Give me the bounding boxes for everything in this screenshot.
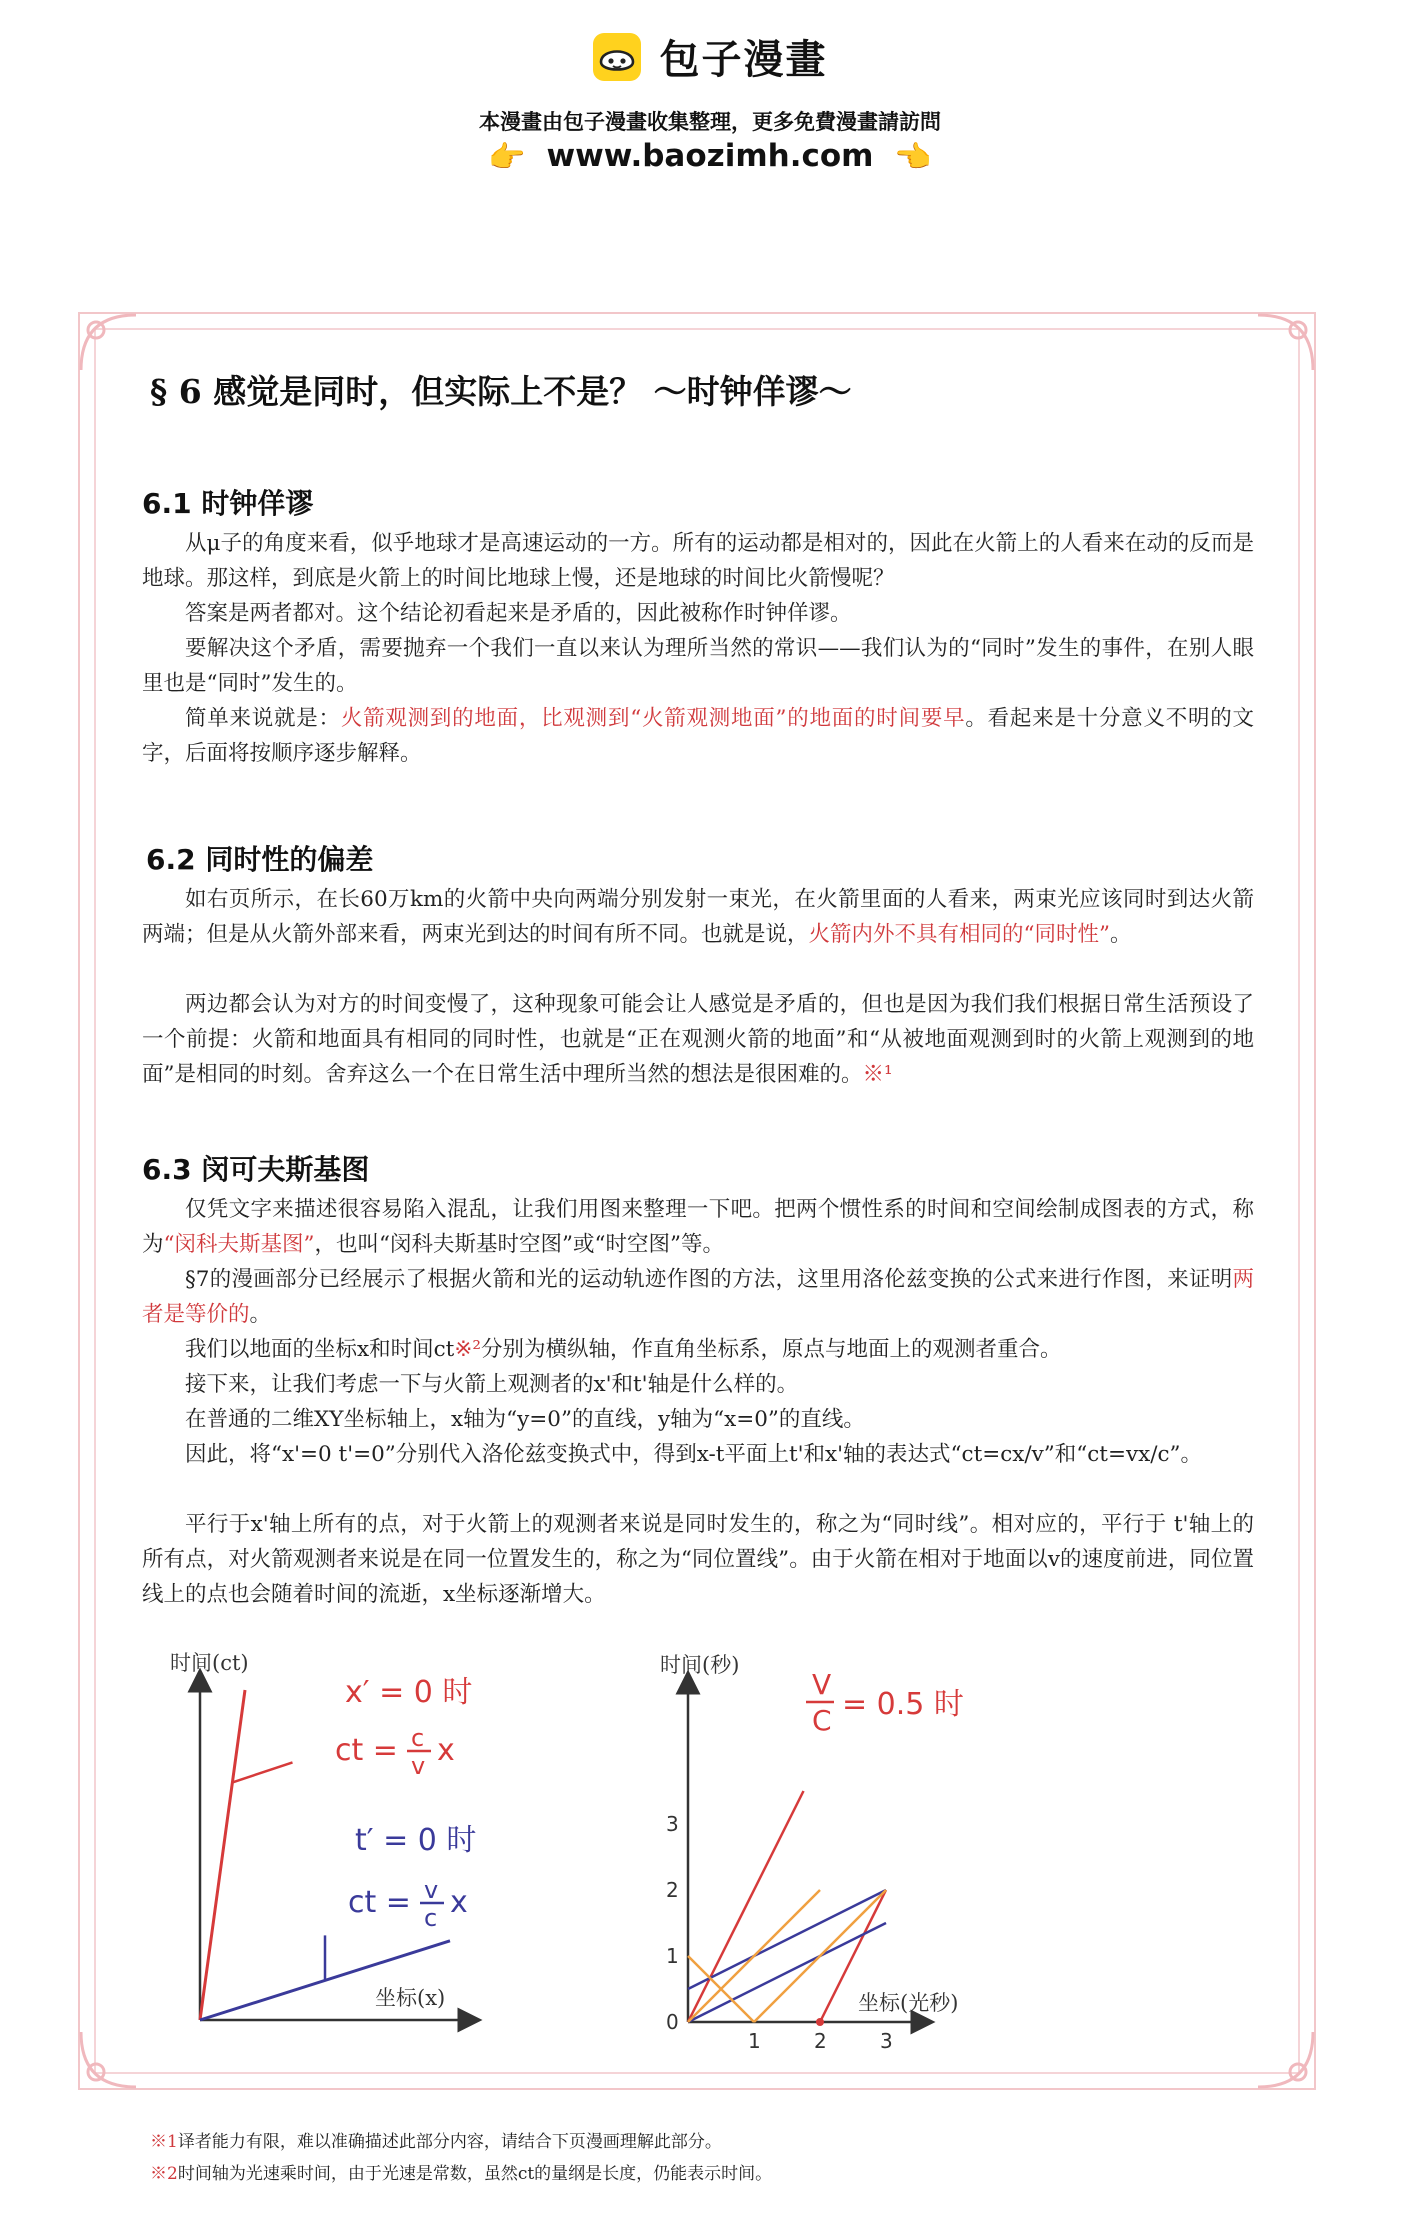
frac-num: V [812, 1668, 832, 1701]
paragraph-text: §7的漫画部分已经展示了根据火箭和光的运动轨迹作图的方法，这里用洛伦兹变换的公式来进行作图，来证明 [185, 1267, 1233, 1292]
paragraph [142, 701, 1254, 771]
series-line [688, 1923, 886, 2022]
y-axis-label: 时间(ct) [170, 1651, 249, 1675]
corner-ornament-icon [76, 2022, 146, 2092]
series-line [688, 1890, 886, 1989]
equation-ct-v-over-c [348, 1876, 468, 1932]
footnote-mark: ※1 [150, 2132, 178, 2152]
paragraph [142, 1192, 1254, 1262]
eq-x: x [437, 1733, 455, 1768]
eq-x: x [450, 1885, 468, 1920]
paragraph-text: 。 [1110, 922, 1132, 947]
frac-den: v [411, 1752, 426, 1780]
site-banner [0, 0, 1420, 190]
y-tick-label: 3 [666, 1812, 679, 1836]
highlight-text: 火箭观测到的地面，比观测到“火箭观测地面”的地面的时间要早 [340, 706, 966, 731]
annotation-x-prime: x′ = 0 时 [345, 1675, 473, 1710]
y-tick-label: 0 [666, 2010, 679, 2034]
frac-num: v [424, 1876, 439, 1904]
heading-6-2: 6.2 同时性的偏差 [146, 843, 374, 876]
site-url-link[interactable]: www.baozimh.com [546, 138, 874, 174]
annotation-rest: = 0.5 时 [842, 1687, 964, 1722]
corner-ornament-icon [1248, 310, 1318, 380]
x-axis-label: 坐标(x) [375, 1986, 446, 2010]
footnote-text: 时间轴为光速乘时间，由于光速是常数，虽然ct的量纲是长度，仍能表示时间。 [177, 2164, 773, 2184]
footnotes [150, 2126, 772, 2190]
paragraph-text: 。 [249, 1302, 272, 1327]
paragraph-text: 如右页所示，在长60万km的火箭中央向两端分别发射一束光，在火箭里面的人看来，两束光应该同时到达火箭两端；但是从火箭外部来看，两束光到达的时间有所不同。也就是说， [142, 887, 1254, 947]
series-line [200, 1690, 245, 2020]
paragraph: 因此，将“x'=0 t'=0”分别代入洛伦兹变换式中，得到x-t平面上t'和x'轴的表达式“ct=cx/v”和“ct=vx/c”。 [185, 1442, 1203, 1467]
eq-prefix: ct = [348, 1885, 411, 1920]
frac-den: C [812, 1704, 832, 1737]
highlight-text: “闵科夫斯基图” [163, 1232, 315, 1257]
paragraph-text: 。看起来是十分意义不明的文字，后面将按顺序逐步解释。 [142, 706, 1254, 766]
leader-line [233, 1762, 293, 1782]
footnote-1 [150, 2126, 772, 2158]
y-tick-label: 1 [666, 1944, 679, 1968]
chart-right [150, 1650, 964, 2050]
minkowski-diagrams [150, 1650, 1280, 2050]
paragraph: 从μ子的角度来看，似乎地球才是高速运动的一方。所有的运动都是相对的，因此在火箭上的人看来在动的反而是地球。那这样，到底是火箭上的时间比地球上慢，还是地球的时间比火箭慢呢？ [142, 531, 1254, 591]
eq-prefix: ct = [335, 1733, 398, 1768]
footnote-2 [150, 2158, 772, 2190]
data-point [816, 2018, 824, 2026]
footnote-mark: ※2 [150, 2164, 178, 2184]
logo-row[interactable] [0, 28, 1420, 85]
footnote-text: 译者能力有限，难以准确描述此部分内容，请结合下页漫画理解此部分。 [177, 2132, 722, 2152]
paragraph: 在普通的二维XY坐标轴上，x轴为“y=0”的直线，y轴为“x=0”的直线。 [185, 1407, 865, 1432]
equation-ct-c-over-v [335, 1724, 455, 1780]
corner-ornament-icon [76, 310, 146, 380]
highlight-text: 火箭内外不具有相同的“同时性” [808, 922, 1110, 947]
heading-6-3: 6.3 闵可夫斯基图 [142, 1153, 370, 1186]
series-line [688, 1890, 820, 2022]
bun-face-icon [592, 32, 642, 82]
frac-den: c [424, 1904, 438, 1932]
annotation-t-prime: t′ = 0 时 [355, 1823, 477, 1858]
points-group [816, 2018, 824, 2026]
chart-left [150, 1650, 476, 2020]
paragraph [142, 987, 1254, 1092]
paragraph-text: ，也叫“闵科夫斯基时空图”或“时空图”等。 [314, 1232, 724, 1257]
charts-svg [150, 1650, 1280, 2050]
highlight-text: 两者是等价的 [142, 1267, 1254, 1327]
footnote-ref: ※¹ [862, 1062, 893, 1087]
paragraph [142, 882, 1254, 952]
pointing-left-icon: 👈 [894, 140, 932, 175]
paragraph: 答案是两者都对。这个结论初看起来是矛盾的，因此被称作时钟佯谬。 [185, 601, 852, 626]
paragraph-text: 仅凭文字来描述很容易陷入混乱，让我们用图来整理一下吧。把两个惯性系的时间和空间绘制成图表的方式，称为 [142, 1197, 1254, 1257]
paragraph-text: 我们以地面的坐标x和时间ct [185, 1337, 455, 1362]
paragraph [142, 1262, 1254, 1332]
banner-note: 本漫畫由包子漫畫收集整理，更多免費漫畫請訪問 [479, 110, 941, 134]
footnote-ref: ※² [454, 1337, 481, 1362]
x-tick-label: 1 [748, 2029, 761, 2050]
series-line [688, 1791, 804, 2022]
site-url-row[interactable] [0, 138, 1420, 175]
section-title: § 6 感觉是同时，但实际上不是？ ～时钟佯谬～ [150, 372, 852, 411]
paragraph: 平行于x'轴上所有的点，对于火箭上的观测者来说是同时发生的，称之为“同时线”。相对应的，平行于 t'轴上的所有点，对火箭观测者来说是在同一位置发生的，称之为“同位置线”。由于火箭在相对于地面以v的速度前进，同位置线上的点也会随着时间的流逝，x坐标逐渐增大。 [142, 1512, 1254, 1607]
frac-num: c [411, 1724, 425, 1752]
series-group [688, 1791, 886, 2022]
y-tick-label: 2 [666, 1878, 679, 1902]
paragraph [142, 1332, 1254, 1367]
paragraph: 接下来，让我们考虑一下与火箭上观测者的x'和t'轴是什么样的。 [185, 1372, 799, 1397]
site-name: 包子漫畫 [659, 37, 828, 83]
y-axis-label: 时间(秒) [660, 1653, 740, 1677]
annotation-v-over-c [806, 1668, 964, 1737]
heading-6-1: 6.1 时钟佯谬 [142, 487, 314, 520]
paragraph-text: 两边都会认为对方的时间变慢了，这种现象可能会让人感觉是矛盾的，但也是因为我们我们根据日常生活预设了一个前提：火箭和地面具有相同的同时性，也就是“正在观测火箭的地面”和“从被地面观测到时的火箭上观测到的地面”是相同的时刻。舍弃这么一个在日常生活中理所当然的想法是很困难的。 [142, 992, 1254, 1087]
paragraph-text: 分别为横纵轴，作直角坐标系，原点与地面上的观测者重合。 [480, 1337, 1062, 1362]
paragraph-text: 简单来说就是： [185, 706, 341, 731]
paragraph: 要解决这个矛盾，需要抛弃一个我们一直以来认为理所当然的常识——我们认为的“同时”发生的事件，在别人眼里也是“同时”发生的。 [142, 636, 1254, 696]
x-axis-label: 坐标(光秒) [858, 1991, 959, 2015]
pointing-right-icon: 👉 [488, 140, 526, 175]
x-tick-label: 2 [814, 2029, 827, 2050]
x-tick-label: 3 [880, 2029, 893, 2050]
